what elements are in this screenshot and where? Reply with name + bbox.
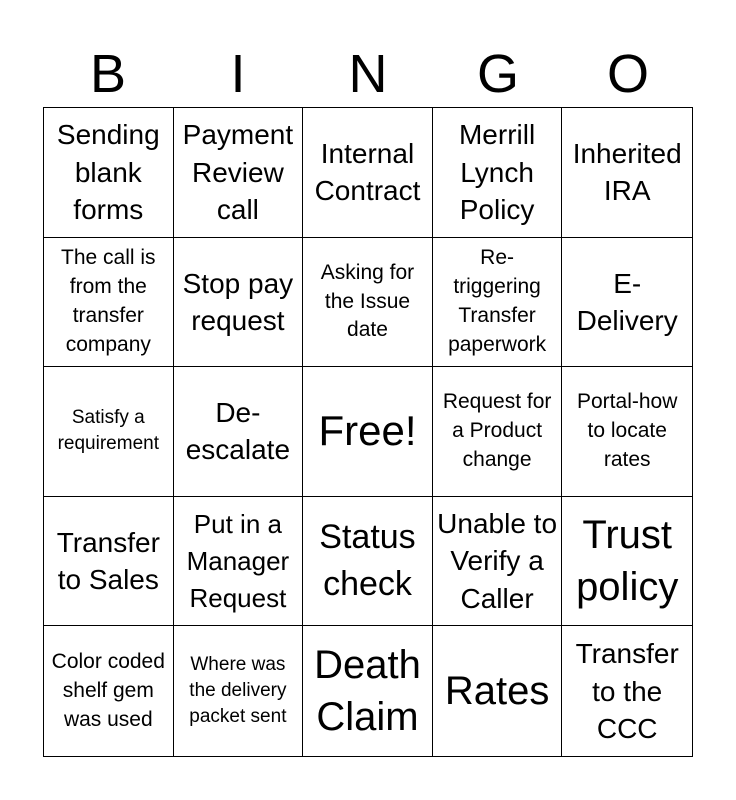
- bingo-cell[interactable]: Asking for the Issue date: [303, 238, 433, 368]
- header-letter-o: O: [606, 44, 649, 104]
- bingo-cell[interactable]: Transfer to Sales: [44, 497, 174, 627]
- bingo-cell[interactable]: E-Delivery: [562, 238, 692, 368]
- bingo-board: [43, 107, 693, 757]
- bingo-cell[interactable]: Unable to Verify a Caller: [433, 497, 563, 627]
- header-letter-g: G: [476, 44, 519, 104]
- bingo-cell[interactable]: Internal Contract: [303, 108, 433, 238]
- free-space[interactable]: Free!: [303, 367, 433, 497]
- bingo-cell[interactable]: Transfer to the CCC: [575, 638, 679, 744]
- bingo-cell[interactable]: Portal-how to locate rates: [562, 367, 692, 497]
- bingo-cell[interactable]: Death Claim: [303, 626, 433, 756]
- header-letter-n: N: [348, 44, 388, 104]
- header-letter-b: B: [89, 44, 127, 104]
- bingo-cell[interactable]: Request for a Product change: [433, 367, 563, 497]
- bingo-header: [43, 40, 693, 108]
- bingo-cell[interactable]: Satisfy a requirement: [44, 367, 174, 497]
- bingo-cell[interactable]: The call is from the transfer company: [44, 238, 174, 368]
- bingo-cell[interactable]: Rates: [433, 626, 563, 756]
- header-letter-i: I: [230, 44, 246, 104]
- bingo-cell[interactable]: Where was the delivery packet sent: [174, 626, 304, 756]
- bingo-cell[interactable]: Color coded shelf gem was used: [44, 626, 174, 756]
- bingo-cell[interactable]: Payment Review call: [174, 108, 304, 238]
- bingo-cell[interactable]: Put in a Manager Request: [174, 497, 304, 627]
- bingo-cell[interactable]: Trust policy: [562, 497, 692, 627]
- bingo-cell[interactable]: Stop pay request: [174, 238, 304, 368]
- bingo-cell[interactable]: Inherited IRA: [562, 108, 692, 238]
- bingo-cell[interactable]: Merrill Lynch Policy: [433, 108, 563, 238]
- bingo-cell[interactable]: Sending blank forms: [44, 108, 174, 238]
- bingo-cell[interactable]: De-escalate: [174, 367, 304, 497]
- bingo-cell[interactable]: Re-triggering Transfer paperwork: [433, 238, 563, 368]
- bingo-cell[interactable]: Status check: [303, 497, 433, 627]
